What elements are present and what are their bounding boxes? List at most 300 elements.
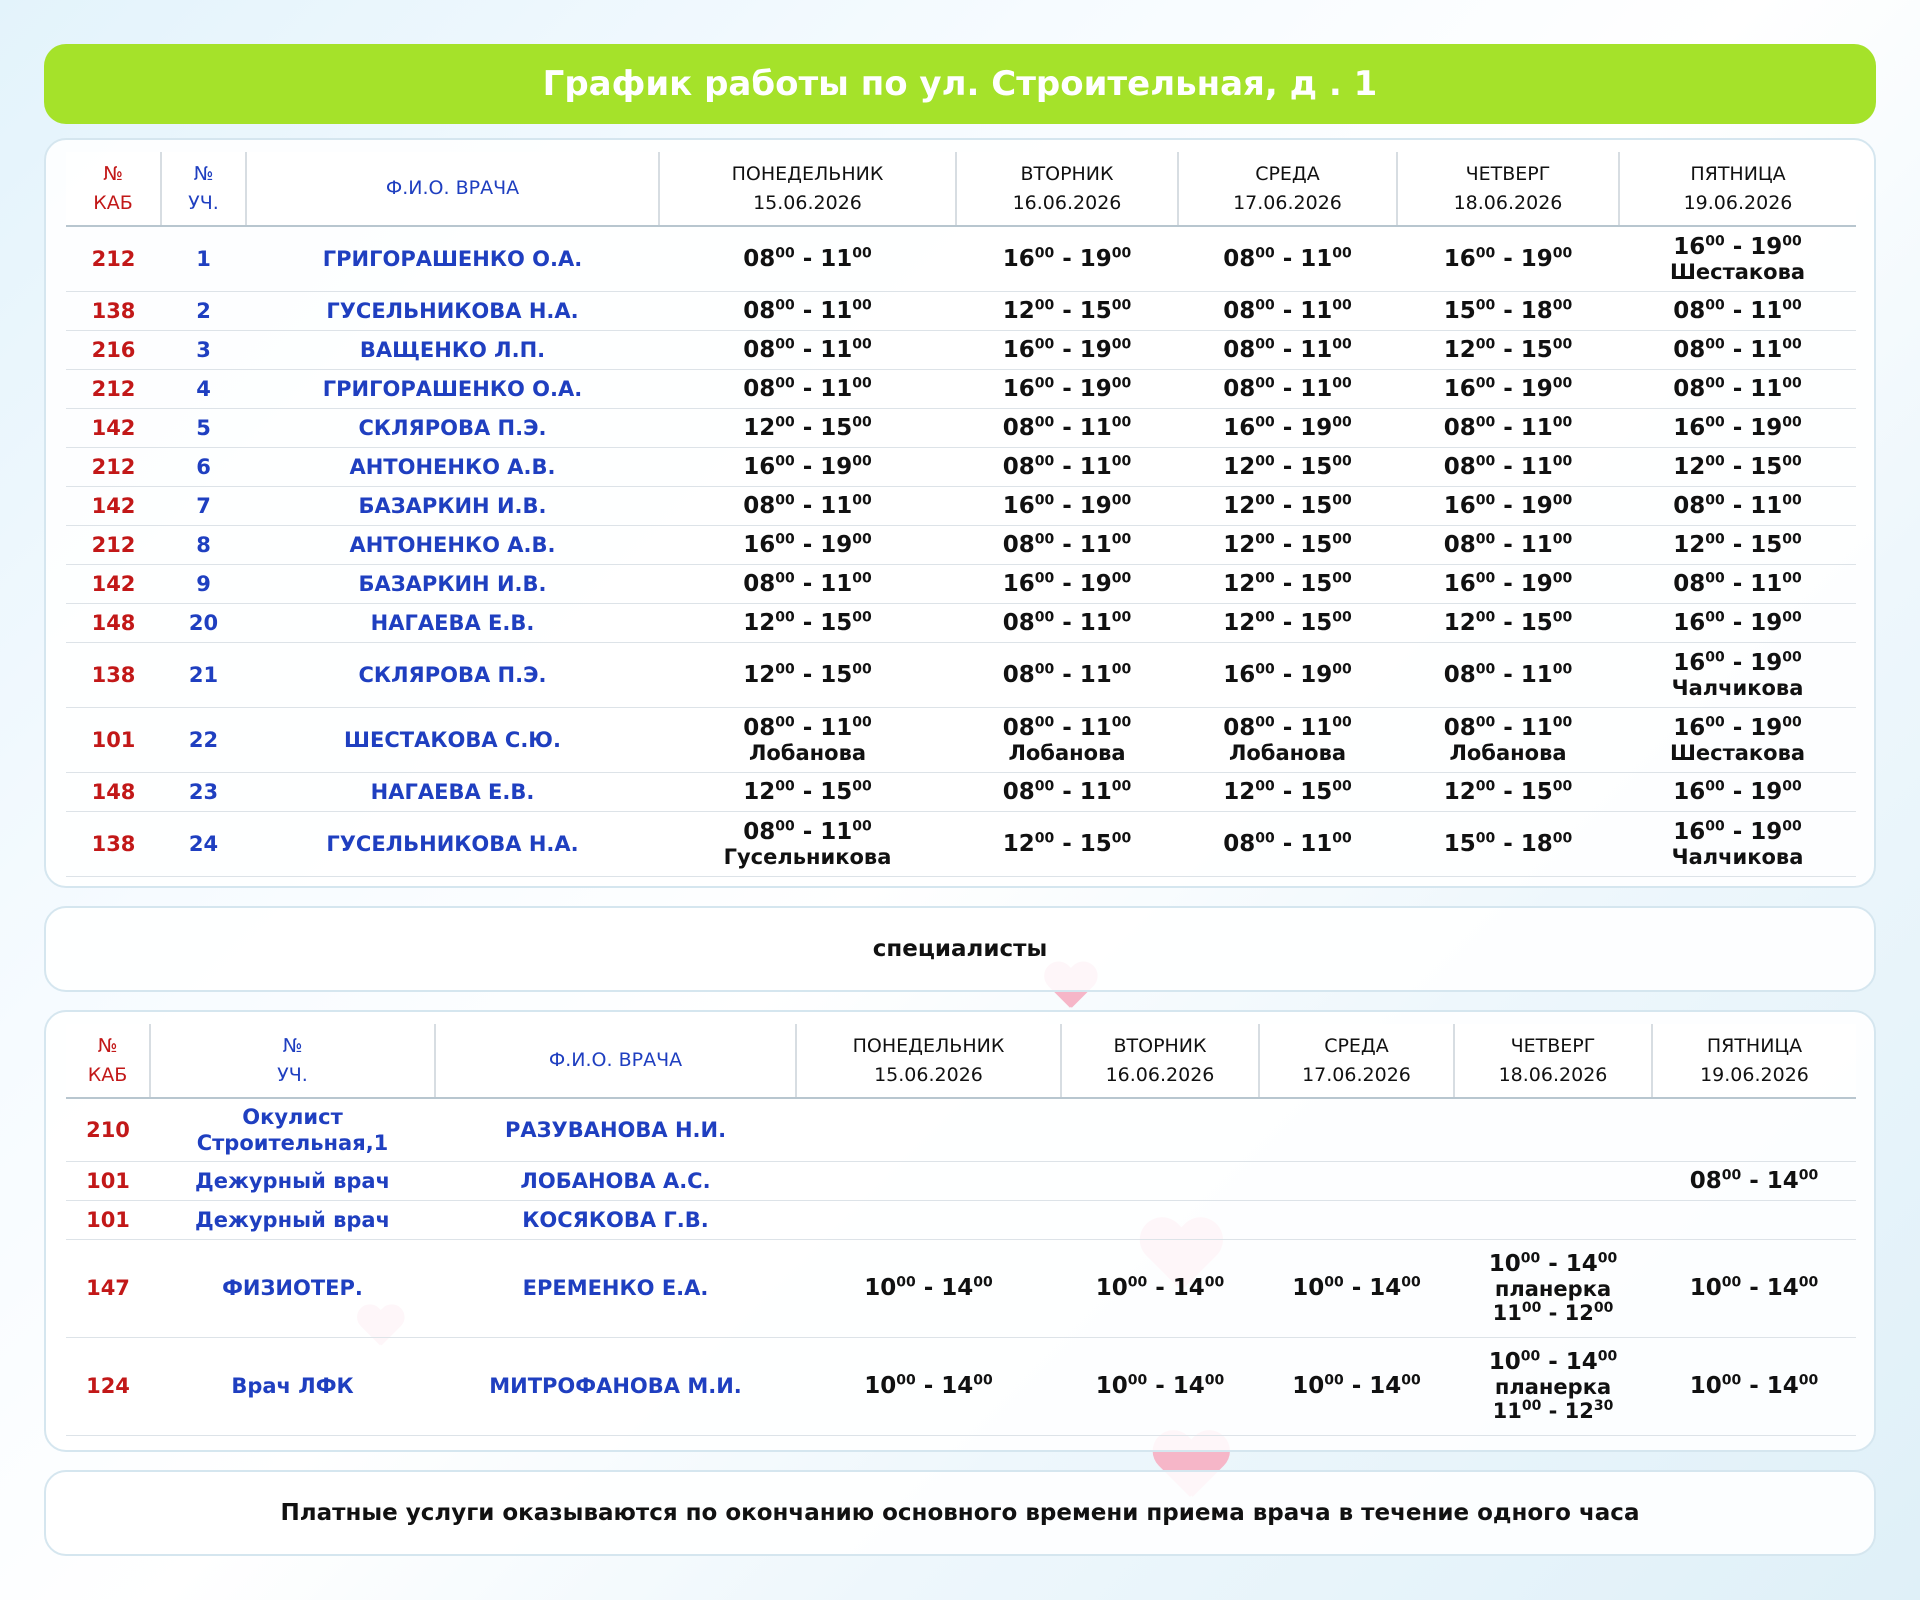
doctor-name: СКЛЯРОВА П.Э. — [246, 642, 659, 707]
minutes: 00 — [1255, 413, 1275, 430]
minutes: 00 — [1597, 1348, 1618, 1365]
district-number: 5 — [161, 408, 246, 447]
minutes: 00 — [1552, 413, 1573, 430]
time-range: $15^{00} - 18^{00}$ — [1443, 829, 1573, 857]
time-range: $16^{00} - 19^{00}$ — [1673, 817, 1802, 845]
time-cell — [1061, 1200, 1259, 1239]
time-range: $08^{00} - 11^{00}$ — [1223, 829, 1352, 857]
minutes: 00 — [1111, 569, 1132, 586]
time-cell — [659, 330, 956, 369]
minutes: 00 — [1111, 296, 1132, 313]
time-range: $08^{00} - 11^{00}$ — [1673, 374, 1802, 402]
time-range: $08^{00} - 11^{00}$ — [743, 374, 872, 402]
time-range: $12^{00} - 15^{00}$ — [1223, 777, 1352, 805]
time-cell — [956, 642, 1178, 707]
time-range: $10^{00} - 14^{00}$ — [1095, 1372, 1225, 1399]
minutes: 00 — [1332, 713, 1352, 730]
minutes: 00 — [1552, 713, 1573, 730]
table-row — [66, 772, 1856, 811]
time-cell — [956, 226, 1178, 291]
minutes: 00 — [1552, 829, 1573, 846]
minutes: 00 — [1475, 413, 1496, 430]
time-range: $12^{00} - 15^{00}$ — [1443, 335, 1573, 363]
time-cell — [659, 447, 956, 486]
time-range: $16^{00} - 19^{00}$ — [1443, 245, 1573, 272]
time-cell — [956, 369, 1178, 408]
time-cell — [1178, 369, 1397, 408]
minutes: 30 — [1593, 1398, 1614, 1414]
district-number: Врач ЛФК — [150, 1337, 435, 1435]
time-cell — [1061, 1239, 1259, 1337]
room-number: 148 — [66, 772, 161, 811]
minutes: 00 — [1332, 491, 1352, 508]
time-range: $16^{00} - 19^{00}$ — [1002, 491, 1132, 519]
time-cell — [1619, 291, 1856, 330]
doctor-name: АНТОНЕНКО А.В. — [246, 525, 659, 564]
minutes: 00 — [852, 245, 872, 262]
doctor-name: ЛОБАНОВА А.С. — [435, 1161, 796, 1200]
table-row — [66, 707, 1856, 772]
time-range: $12^{00} - 15^{00}$ — [743, 660, 872, 688]
minutes: 00 — [1034, 829, 1055, 846]
minutes: 00 — [1332, 569, 1352, 586]
time-range: $16^{00} - 19^{00}$ — [1673, 233, 1802, 260]
minutes: 00 — [1034, 296, 1055, 313]
time-cell — [659, 525, 956, 564]
time-range: $10^{00} - 14^{00}$ — [864, 1274, 993, 1301]
minutes: 00 — [1111, 713, 1132, 730]
minutes: 00 — [1705, 817, 1725, 834]
time-cell — [1178, 642, 1397, 707]
table-row — [66, 486, 1856, 525]
minutes: 00 — [1798, 1166, 1819, 1183]
minutes: 00 — [1705, 296, 1725, 313]
district-number: 6 — [161, 447, 246, 486]
time-cell — [659, 408, 956, 447]
table-row — [66, 564, 1856, 603]
minutes: 00 — [1332, 452, 1352, 469]
time-cell — [1178, 408, 1397, 447]
time-range: $16^{00} - 19^{00}$ — [1673, 777, 1802, 805]
minutes: 00 — [1111, 452, 1132, 469]
substitute-name: Лобанова — [1008, 740, 1126, 765]
minutes: 00 — [1782, 608, 1802, 625]
time-range: $08^{00} - 11^{00}$ — [1002, 413, 1132, 441]
day-header: ЧЕТВЕРГ 18.06.2026 — [1397, 152, 1619, 226]
district-number: 24 — [161, 811, 246, 876]
time-cell — [796, 1239, 1061, 1337]
table-row — [66, 1200, 1856, 1239]
time-range: $16^{00} - 19^{00}$ — [1002, 569, 1132, 597]
time-cell — [956, 486, 1178, 525]
day-header: ВТОРНИК 16.06.2026 — [1061, 1024, 1259, 1098]
doctor-name: ВАЩЕНКО Л.П. — [246, 330, 659, 369]
district-number: 8 — [161, 525, 246, 564]
time-range: $08^{00} - 11^{00}$ — [1673, 296, 1802, 324]
minutes: 00 — [1332, 296, 1352, 313]
district-number: Окулист Строительная,1 — [150, 1098, 435, 1161]
doctor-name: НАГАЕВА Е.В. — [246, 603, 659, 642]
minutes: 00 — [1034, 713, 1055, 730]
time-cell — [1397, 226, 1619, 291]
room-number: 101 — [66, 707, 161, 772]
schedule-table — [66, 152, 1856, 877]
time-range: $08^{00} - 14^{00}$ — [1689, 1166, 1819, 1194]
minutes: 00 — [1705, 452, 1725, 469]
day-header: СРЕДА 17.06.2026 — [1259, 1024, 1454, 1098]
time-range: $10^{00} - 14^{00}$ — [1689, 1274, 1819, 1301]
uch-header: № УЧ. — [161, 152, 246, 226]
minutes: 00 — [1034, 335, 1055, 352]
minutes: 00 — [775, 777, 795, 794]
district-number: 2 — [161, 291, 246, 330]
minutes: 00 — [1034, 413, 1055, 430]
minutes: 00 — [852, 530, 872, 547]
minutes: 00 — [1705, 530, 1725, 547]
time-cell — [1397, 447, 1619, 486]
time-range: $12^{00} - 15^{00}$ — [1223, 452, 1352, 480]
room-number: 138 — [66, 642, 161, 707]
minutes: 00 — [1034, 452, 1055, 469]
minutes: 00 — [1332, 608, 1352, 625]
time-range: $16^{00} - 19^{00}$ — [1443, 569, 1573, 597]
time-cell — [1397, 369, 1619, 408]
minutes: 00 — [1552, 296, 1573, 313]
time-cell — [1652, 1239, 1856, 1337]
time-cell — [659, 226, 956, 291]
minutes: 00 — [1475, 660, 1496, 677]
time-cell — [1619, 486, 1856, 525]
time-range: $08^{00} - 11^{00}$ — [743, 245, 872, 272]
minutes: 00 — [775, 452, 795, 469]
time-range: $16^{00} - 19^{00}$ — [1443, 374, 1573, 402]
time-cell — [956, 408, 1178, 447]
time-range: $11^{00} - 12^{30}$ — [1492, 1398, 1614, 1423]
substitute-name: Чалчикова — [1671, 844, 1804, 869]
time-range: $08^{00} - 11^{00}$ — [1002, 452, 1132, 480]
time-cell — [796, 1337, 1061, 1435]
time-range: $16^{00} - 19^{00}$ — [1443, 491, 1573, 519]
time-range: $08^{00} - 11^{00}$ — [1443, 713, 1573, 741]
minutes: 00 — [896, 1274, 916, 1291]
minutes: 00 — [1475, 452, 1496, 469]
minutes: 00 — [1782, 491, 1802, 508]
time-range: $08^{00} - 11^{00}$ — [1223, 335, 1352, 363]
time-range: $08^{00} - 11^{00}$ — [1002, 660, 1132, 688]
minutes: 00 — [1475, 608, 1496, 625]
minutes: 00 — [1705, 413, 1725, 430]
day-header: ПЯТНИЦА 19.06.2026 — [1619, 152, 1856, 226]
minutes: 00 — [1332, 374, 1352, 391]
time-cell — [1454, 1239, 1652, 1337]
room-number: 101 — [66, 1161, 150, 1200]
time-cell — [659, 369, 956, 408]
minutes: 00 — [1255, 296, 1275, 313]
minutes: 00 — [1111, 374, 1132, 391]
table-row — [66, 369, 1856, 408]
minutes: 00 — [1401, 1274, 1421, 1291]
substitute-name: Шестакова — [1669, 740, 1806, 765]
minutes: 00 — [1798, 1372, 1819, 1389]
doctor-name: ШЕСТАКОВА С.Ю. — [246, 707, 659, 772]
minutes: 00 — [1111, 245, 1132, 262]
minutes: 00 — [1798, 1274, 1819, 1291]
minutes: 00 — [775, 608, 795, 625]
time-range: $08^{00} - 11^{00}$ — [743, 817, 872, 845]
time-cell — [1178, 226, 1397, 291]
time-cell — [1397, 811, 1619, 876]
time-cell — [659, 486, 956, 525]
minutes: 00 — [775, 491, 795, 508]
district-number: 20 — [161, 603, 246, 642]
time-range: $08^{00} - 11^{00}$ — [743, 491, 872, 519]
time-range: $10^{00} - 14^{00}$ — [1689, 1372, 1819, 1399]
day-header: ВТОРНИК 16.06.2026 — [956, 152, 1178, 226]
time-range: $12^{00} - 15^{00}$ — [1443, 777, 1573, 805]
time-cell — [1397, 707, 1619, 772]
minutes: 00 — [1705, 335, 1725, 352]
time-cell — [956, 811, 1178, 876]
time-range: $16^{00} - 19^{00}$ — [1673, 648, 1802, 676]
time-cell — [1397, 291, 1619, 330]
room-number: 212 — [66, 226, 161, 291]
minutes: 00 — [1475, 491, 1496, 508]
time-cell — [1397, 486, 1619, 525]
doctor-name: ГРИГОРАШЕНКО О.А. — [246, 369, 659, 408]
time-range: $08^{00} - 11^{00}$ — [1223, 713, 1352, 741]
time-cell — [1619, 564, 1856, 603]
page-title: График работы по ул. Строительная, д . 1 — [44, 44, 1876, 124]
room-number: 124 — [66, 1337, 150, 1435]
minutes: 00 — [775, 245, 795, 262]
minutes: 00 — [1034, 569, 1055, 586]
minutes: 00 — [1111, 413, 1132, 430]
time-range: $16^{00} - 19^{00}$ — [1673, 713, 1802, 741]
time-range: $12^{00} - 15^{00}$ — [743, 413, 872, 441]
substitute-name: планерка — [1494, 1277, 1612, 1301]
minutes: 00 — [1255, 530, 1275, 547]
minutes: 00 — [1597, 1250, 1618, 1267]
minutes: 00 — [1552, 608, 1573, 625]
day-header: ПОНЕДЕЛЬНИК 15.06.2026 — [659, 152, 956, 226]
time-range: $08^{00} - 11^{00}$ — [1443, 452, 1573, 480]
minutes: 00 — [1552, 530, 1573, 547]
minutes: 00 — [775, 296, 795, 313]
time-range: $08^{00} - 11^{00}$ — [1002, 608, 1132, 636]
time-cell — [1259, 1098, 1454, 1161]
district-number: 9 — [161, 564, 246, 603]
minutes: 00 — [852, 335, 872, 352]
substitute-name: Лобанова — [748, 740, 867, 765]
minutes: 00 — [1552, 374, 1573, 391]
time-cell — [659, 642, 956, 707]
time-cell — [956, 564, 1178, 603]
room-number: 212 — [66, 447, 161, 486]
time-range: $10^{00} - 14^{00}$ — [864, 1372, 993, 1399]
minutes: 00 — [1705, 713, 1725, 730]
district-number: 22 — [161, 707, 246, 772]
time-cell — [1652, 1200, 1856, 1239]
table-row — [66, 291, 1856, 330]
minutes: 00 — [1782, 713, 1802, 730]
minutes: 00 — [1034, 530, 1055, 547]
doctor-name: АНТОНЕНКО А.В. — [246, 447, 659, 486]
minutes: 00 — [1705, 491, 1725, 508]
time-cell — [1397, 408, 1619, 447]
time-range: $12^{00} - 15^{00}$ — [743, 608, 872, 636]
minutes: 00 — [1475, 374, 1496, 391]
time-cell — [796, 1098, 1061, 1161]
time-range: $15^{00} - 18^{00}$ — [1443, 296, 1573, 324]
minutes: 00 — [1255, 829, 1275, 846]
time-cell — [1397, 772, 1619, 811]
minutes: 00 — [1705, 608, 1725, 625]
time-cell — [1259, 1239, 1454, 1337]
day-header: СРЕДА 17.06.2026 — [1178, 152, 1397, 226]
minutes: 00 — [1332, 777, 1352, 794]
minutes: 00 — [1552, 660, 1573, 677]
minutes: 00 — [1332, 245, 1352, 262]
minutes: 00 — [775, 713, 795, 730]
minutes: 00 — [1034, 491, 1055, 508]
time-cell — [1454, 1337, 1652, 1435]
time-cell — [1619, 772, 1856, 811]
table-row — [66, 811, 1856, 876]
minutes: 00 — [1782, 569, 1802, 586]
minutes: 00 — [1782, 233, 1802, 250]
time-range: $08^{00} - 11^{00}$ — [743, 335, 872, 363]
minutes: 00 — [852, 713, 872, 730]
time-range: $10^{00} - 14^{00}$ — [1292, 1372, 1421, 1399]
time-cell — [1178, 486, 1397, 525]
substitute-name: Лобанова — [1449, 740, 1567, 765]
time-cell — [956, 603, 1178, 642]
time-cell — [1397, 564, 1619, 603]
minutes: 00 — [775, 569, 795, 586]
room-number: 210 — [66, 1098, 150, 1161]
time-cell — [659, 564, 956, 603]
minutes: 00 — [1034, 777, 1055, 794]
time-range: $11^{00} - 12^{00}$ — [1492, 1300, 1614, 1325]
minutes: 00 — [896, 1372, 916, 1389]
minutes: 00 — [1324, 1372, 1344, 1389]
minutes: 00 — [1475, 245, 1496, 262]
day-header: ПЯТНИЦА 19.06.2026 — [1652, 1024, 1856, 1098]
minutes: 00 — [1324, 1274, 1344, 1291]
meeting-time — [1454, 1301, 1652, 1325]
district-number: 21 — [161, 642, 246, 707]
substitute-name: планерка — [1494, 1375, 1612, 1399]
time-range: $08^{00} - 11^{00}$ — [1223, 245, 1352, 272]
time-cell — [1619, 707, 1856, 772]
district-number: 3 — [161, 330, 246, 369]
district-number: Дежурный врач — [150, 1161, 435, 1200]
minutes: 00 — [1593, 1300, 1614, 1316]
minutes: 00 — [1782, 817, 1802, 834]
specialists-heading: специалисты — [44, 906, 1876, 992]
minutes: 00 — [1255, 491, 1275, 508]
minutes: 00 — [775, 660, 795, 677]
time-cell — [1259, 1161, 1454, 1200]
doctor-name: РАЗУВАНОВА Н.И. — [435, 1098, 796, 1161]
district-number: ФИЗИОТЕР. — [150, 1239, 435, 1337]
substitute-name: Чалчикова — [1671, 675, 1804, 700]
room-number: 142 — [66, 564, 161, 603]
minutes: 00 — [1721, 1274, 1742, 1291]
minutes: 00 — [852, 569, 872, 586]
doctor-name: ГУСЕЛЬНИКОВА Н.А. — [246, 291, 659, 330]
time-cell — [1178, 772, 1397, 811]
minutes: 00 — [1204, 1274, 1225, 1291]
minutes: 00 — [1552, 777, 1573, 794]
time-range: $10^{00} - 14^{00}$ — [1488, 1348, 1618, 1375]
time-cell — [796, 1200, 1061, 1239]
minutes: 00 — [852, 413, 872, 430]
paid-services-note: Платные услуги оказываются по окончанию основного времени приема врача в течение одного часа — [44, 1470, 1876, 1556]
uch-header: № УЧ. — [150, 1024, 435, 1098]
doctor-name: ЕРЕМЕНКО Е.А. — [435, 1239, 796, 1337]
time-cell — [1178, 330, 1397, 369]
time-range: $12^{00} - 15^{00}$ — [743, 777, 872, 805]
minutes: 00 — [1705, 648, 1725, 665]
time-range: $08^{00} - 11^{00}$ — [1673, 491, 1802, 519]
time-cell — [1619, 369, 1856, 408]
time-range: $16^{00} - 19^{00}$ — [743, 530, 872, 558]
time-cell — [1259, 1337, 1454, 1435]
table-row — [66, 226, 1856, 291]
room-number: 212 — [66, 525, 161, 564]
table-row — [66, 330, 1856, 369]
table-row — [66, 525, 1856, 564]
minutes: 00 — [1705, 777, 1725, 794]
time-range: $16^{00} - 19^{00}$ — [1673, 608, 1802, 636]
minutes: 00 — [1520, 1348, 1541, 1365]
room-number: 142 — [66, 486, 161, 525]
room-number: 148 — [66, 603, 161, 642]
time-range: $08^{00} - 11^{00}$ — [1673, 335, 1802, 363]
time-cell — [1652, 1161, 1856, 1200]
time-cell — [1619, 525, 1856, 564]
room-number: 216 — [66, 330, 161, 369]
minutes: 00 — [1552, 569, 1573, 586]
time-range: $08^{00} - 11^{00}$ — [1443, 413, 1573, 441]
time-range: $08^{00} - 11^{00}$ — [1002, 713, 1132, 741]
time-range: $08^{00} - 11^{00}$ — [1673, 569, 1802, 597]
doctor-name-header: Ф.И.О. ВРАЧА — [435, 1024, 796, 1098]
minutes: 00 — [1332, 335, 1352, 352]
minutes: 00 — [1782, 413, 1802, 430]
time-cell — [1178, 291, 1397, 330]
time-range: $16^{00} - 19^{00}$ — [1673, 413, 1802, 441]
minutes: 00 — [1255, 335, 1275, 352]
minutes: 00 — [1111, 335, 1132, 352]
day-header: ПОНЕДЕЛЬНИК 15.06.2026 — [796, 1024, 1061, 1098]
minutes: 00 — [1782, 777, 1802, 794]
minutes: 00 — [1721, 1166, 1742, 1183]
doctor-name: НАГАЕВА Е.В. — [246, 772, 659, 811]
minutes: 00 — [1111, 608, 1132, 625]
time-cell — [1619, 408, 1856, 447]
time-range: $16^{00} - 19^{00}$ — [1002, 335, 1132, 363]
minutes: 00 — [1552, 452, 1573, 469]
time-cell — [659, 291, 956, 330]
table-row — [66, 1239, 1856, 1337]
minutes: 00 — [852, 374, 872, 391]
time-cell — [956, 291, 1178, 330]
minutes: 00 — [1705, 374, 1725, 391]
table-row — [66, 642, 1856, 707]
minutes: 00 — [852, 491, 872, 508]
